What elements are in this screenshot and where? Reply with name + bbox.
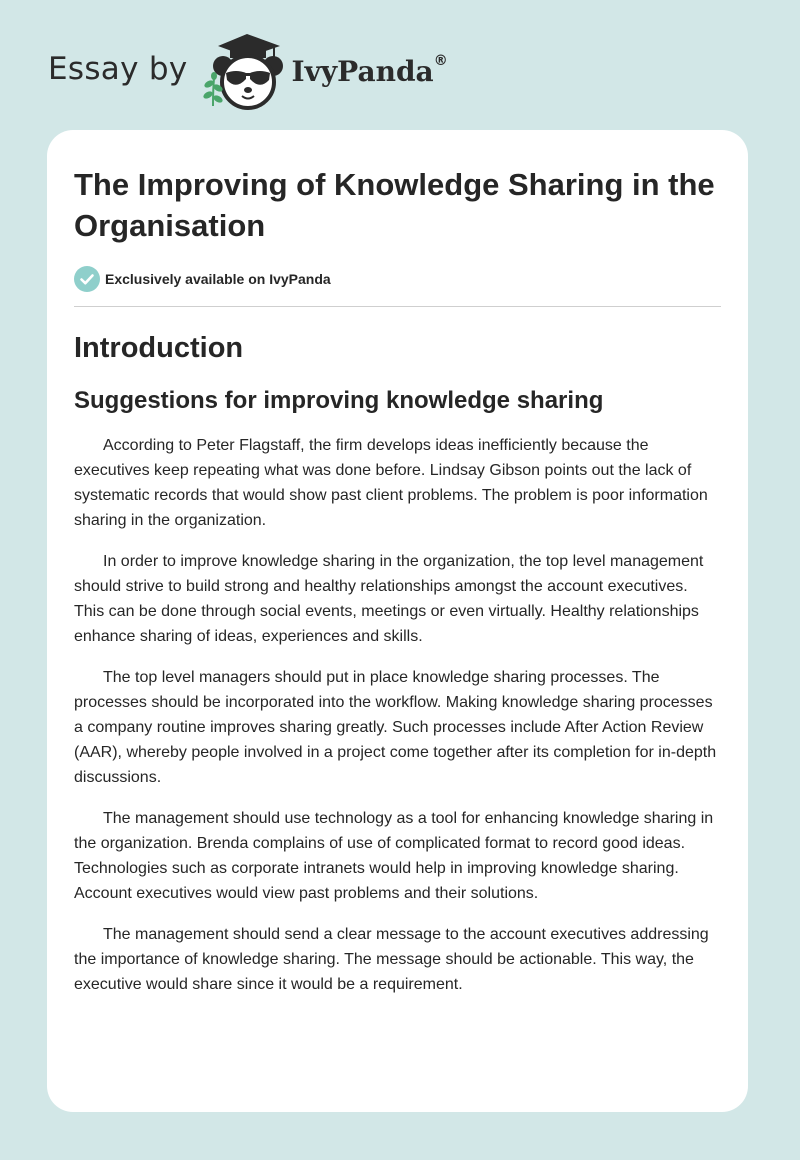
subsection-heading: Suggestions for improving knowledge sharing <box>74 387 604 414</box>
essay-title: The Improving of Knowledge Sharing in the Organisation <box>74 167 715 243</box>
registered-mark: ® <box>433 52 448 69</box>
check-circle-icon <box>74 266 100 292</box>
body-paragraph: The management should send a clear message to the account executives addressing the importance of knowledge sharing. The message should be actionable. This way, the executive would share since it would be a requirement. <box>74 926 709 993</box>
ivypanda-wordmark <box>291 52 448 88</box>
section-heading-introduction: Introduction <box>74 332 244 364</box>
body-paragraph: The management should use technology as a tool for enhancing knowledge sharing in the organization. Brenda complains of use of complicated format to record good ideas. Technologies such as corporate intranets would help in improving knowledge sharing. Account executives would view past problems and their solutions. <box>74 810 714 902</box>
exclusive-badge <box>74 266 721 292</box>
site-header-brand[interactable] <box>48 32 448 112</box>
body-paragraph: The top level managers should put in place knowledge sharing processes. The processes should be incorporated into the workflow. Making knowledge sharing processes a company routine improves sharing greatly. Such processes include After Action Review (AAR), whereby people involved in a project come together after its completion for in-depth discussions. <box>74 669 717 786</box>
title-divider <box>74 306 721 307</box>
brand-name-text: IvyPanda <box>291 54 434 88</box>
essay-by-label: Essay by <box>48 51 188 87</box>
essay-body <box>74 433 721 997</box>
body-paragraph: In order to improve knowledge sharing in the organization, the top level management should strive to build strong and healthy relationships amongst the account executives. This can be done through social events, meetings or even virtually. Healthy relationships enhance sharing of ideas, experiences and skills. <box>74 553 704 645</box>
panda-graduate-logo-icon <box>200 32 288 112</box>
exclusive-badge-label: Exclusively available on IvyPanda <box>105 271 331 287</box>
essay-card <box>47 130 748 1112</box>
body-paragraph: According to Peter Flagstaff, the firm develops ideas inefficiently because the executives keep repeating what was done before. Lindsay Gibson points out the lack of systematic records that would show past client problems. The problem is poor information sharing in the organization. <box>74 437 708 529</box>
